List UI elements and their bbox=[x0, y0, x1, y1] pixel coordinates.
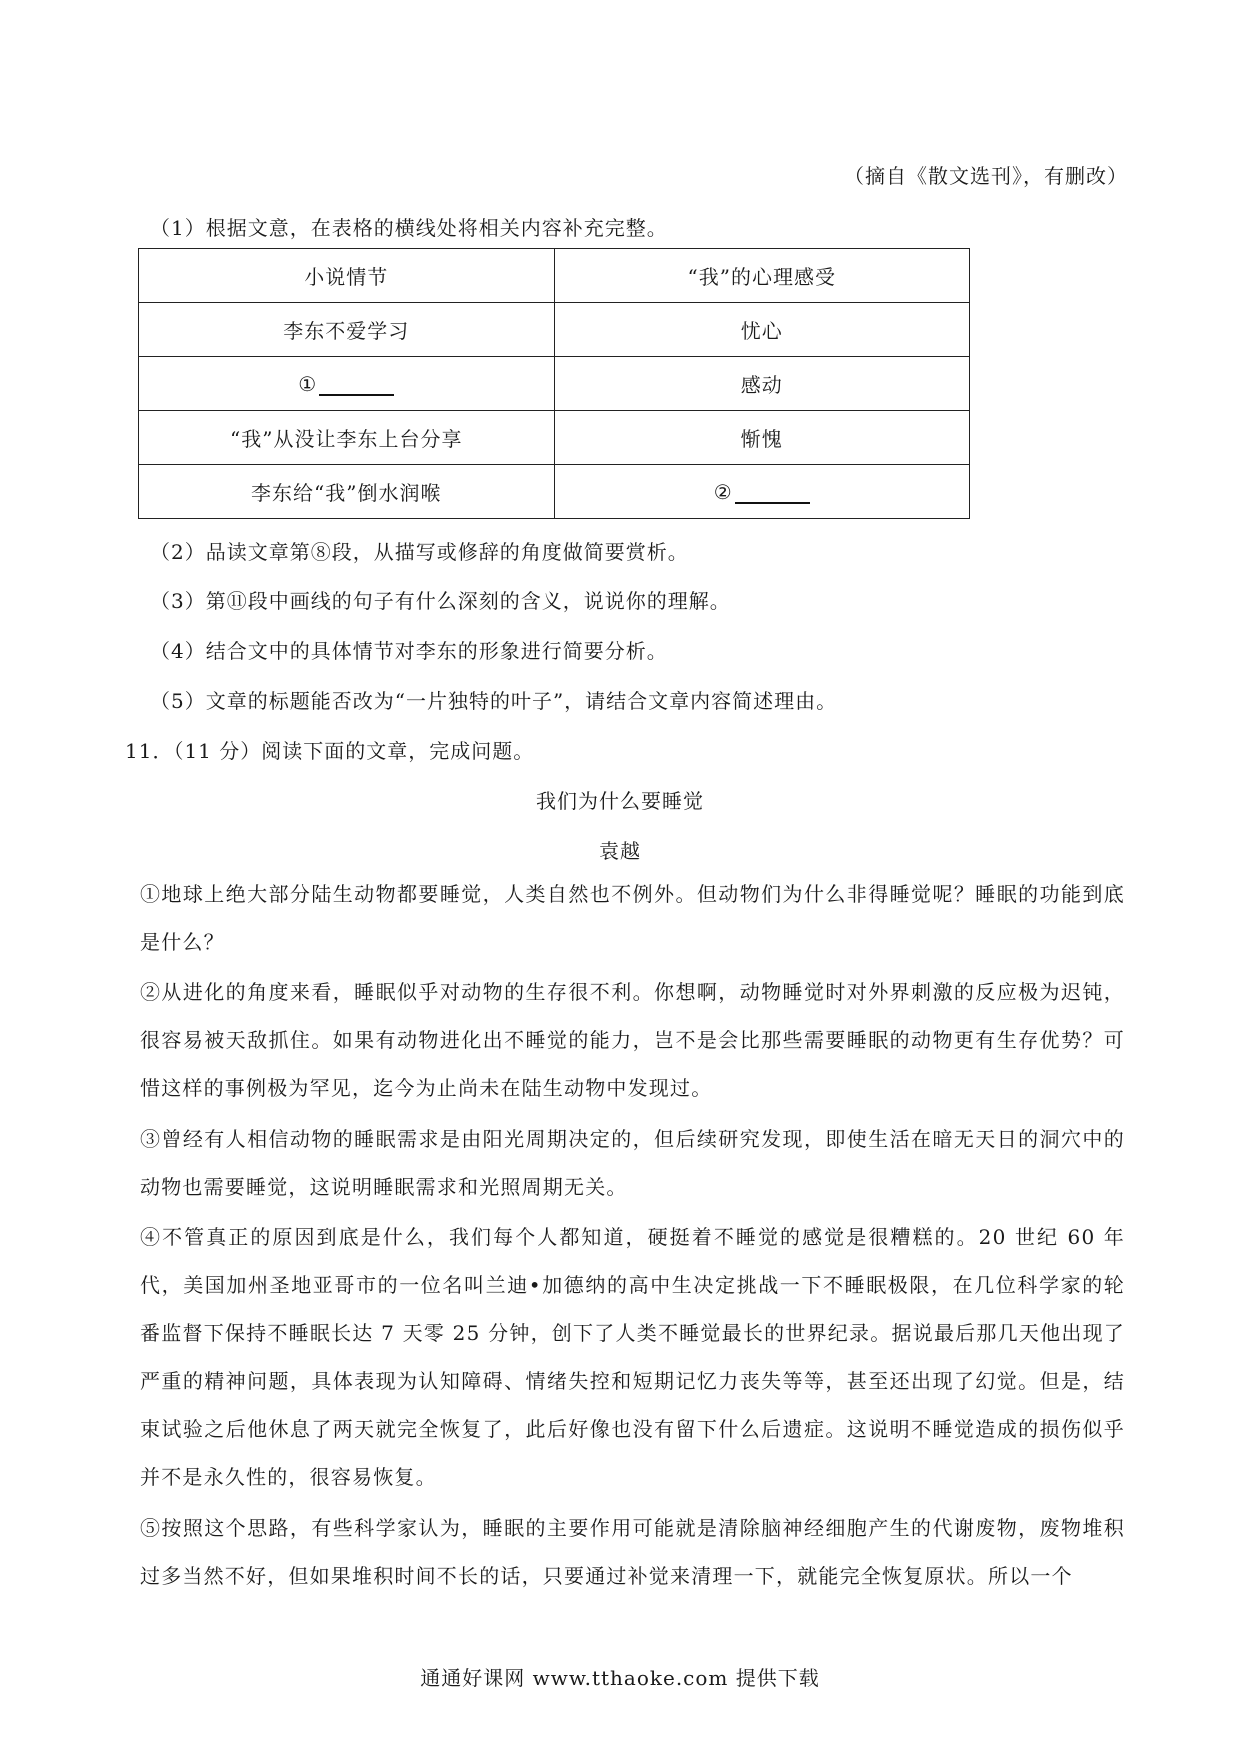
table-cell: “我”从没让李东上台分享 bbox=[139, 411, 555, 465]
table-cell bbox=[554, 465, 970, 519]
article-title: 我们为什么要睡觉 bbox=[536, 789, 704, 813]
article-author: 袁越 bbox=[599, 839, 641, 863]
page-footer: 通通好课网 www.tthaoke.com 提供下载 bbox=[420, 1666, 820, 1690]
table-cell: 李东不爱学习 bbox=[139, 303, 555, 357]
table-cell: 李东给“我”倒水润喉 bbox=[139, 465, 555, 519]
table-cell: 忧心 bbox=[554, 303, 970, 357]
question-11-stem: 11．（11 分）阅读下面的文章，完成问题。 bbox=[125, 739, 535, 763]
table-cell: 惭愧 bbox=[554, 411, 970, 465]
table-row bbox=[139, 357, 970, 411]
blank-marker: ① bbox=[298, 371, 318, 396]
question-10-4: （4）结合文中的具体情节对李东的形象进行简要分析。 bbox=[150, 639, 668, 663]
article-paragraph: ③曾经有人相信动物的睡眠需求是由阳光周期决定的，但后续研究发现，即使生活在暗无天日的洞穴中的动物也需要睡觉，这说明睡眠需求和光照周期无关。 bbox=[140, 1127, 1125, 1199]
table-row bbox=[139, 411, 970, 465]
fill-blank-line[interactable] bbox=[319, 372, 394, 396]
table-cell: 感动 bbox=[554, 357, 970, 411]
question-10-2: （2）品读文章第⑧段，从描写或修辞的角度做简要赏析。 bbox=[150, 540, 689, 564]
question-10-5: （5）文章的标题能否改为“一片独特的叶子”，请结合文章内容简述理由。 bbox=[150, 689, 838, 713]
article-paragraph: ①地球上绝大部分陆生动物都要睡觉，人类自然也不例外。但动物们为什么非得睡觉呢？睡眠的功能到底是什么？ bbox=[140, 882, 1125, 954]
table-row bbox=[139, 303, 970, 357]
article-paragraph: ⑤按照这个思路，有些科学家认为，睡眠的主要作用可能就是清除脑神经细胞产生的代谢废物，废物堆积过多当然不好，但如果堆积时间不长的话，只要通过补觉来清理一下，就能完全恢复原状。所以一个 bbox=[140, 1516, 1125, 1588]
table-cell bbox=[139, 357, 555, 411]
table-header-cell: “我”的心理感受 bbox=[554, 249, 970, 303]
blank-marker: ② bbox=[713, 479, 733, 504]
article-paragraph: ④不管真正的原因到底是什么，我们每个人都知道，硬挺着不睡觉的感觉是很糟糕的。20 世纪 60 年代，美国加州圣地亚哥市的一位名叫兰迪•加德纳的高中生决定挑战一下不睡眠极限，在几位科学家的轮番监督下保持不睡眠长达 7 天零 25 分钟，创下了人类不睡觉最长的世界纪录。据说最后那几天他出现了严重的精神问题，具体表现为认知障碍、情绪失控和短期记忆力丧失等等，甚至还出现了幻觉。但是，结束试验之后他休息了两天就完全恢复了，此后好像也没有留下什么后遗症。这说明不睡觉造成的损伤似乎并不是永久性的，很容易恢复。 bbox=[140, 1225, 1125, 1489]
fill-blank-line[interactable] bbox=[735, 480, 810, 504]
table-row bbox=[139, 465, 970, 519]
source-note: （摘自《散文选刊》，有删改） bbox=[844, 164, 1128, 188]
table-header-row bbox=[139, 249, 970, 303]
table-header-cell: 小说情节 bbox=[139, 249, 555, 303]
article-paragraph: ②从进化的角度来看，睡眠似乎对动物的生存很不利。你想啊，动物睡觉时对外界刺激的反应极为迟钝，很容易被天敌抓住。如果有动物进化出不睡觉的能力，岂不是会比那些需要睡眠的动物更有生存优势？可惜这样的事例极为罕见，迄今为止尚未在陆生动物中发现过。 bbox=[140, 980, 1125, 1100]
answer-table bbox=[138, 248, 970, 519]
question-10-3: （3）第⑪段中画线的句子有什么深刻的含义，说说你的理解。 bbox=[150, 589, 731, 613]
question-10-1: （1）根据文意，在表格的横线处将相关内容补充完整。 bbox=[150, 216, 668, 240]
